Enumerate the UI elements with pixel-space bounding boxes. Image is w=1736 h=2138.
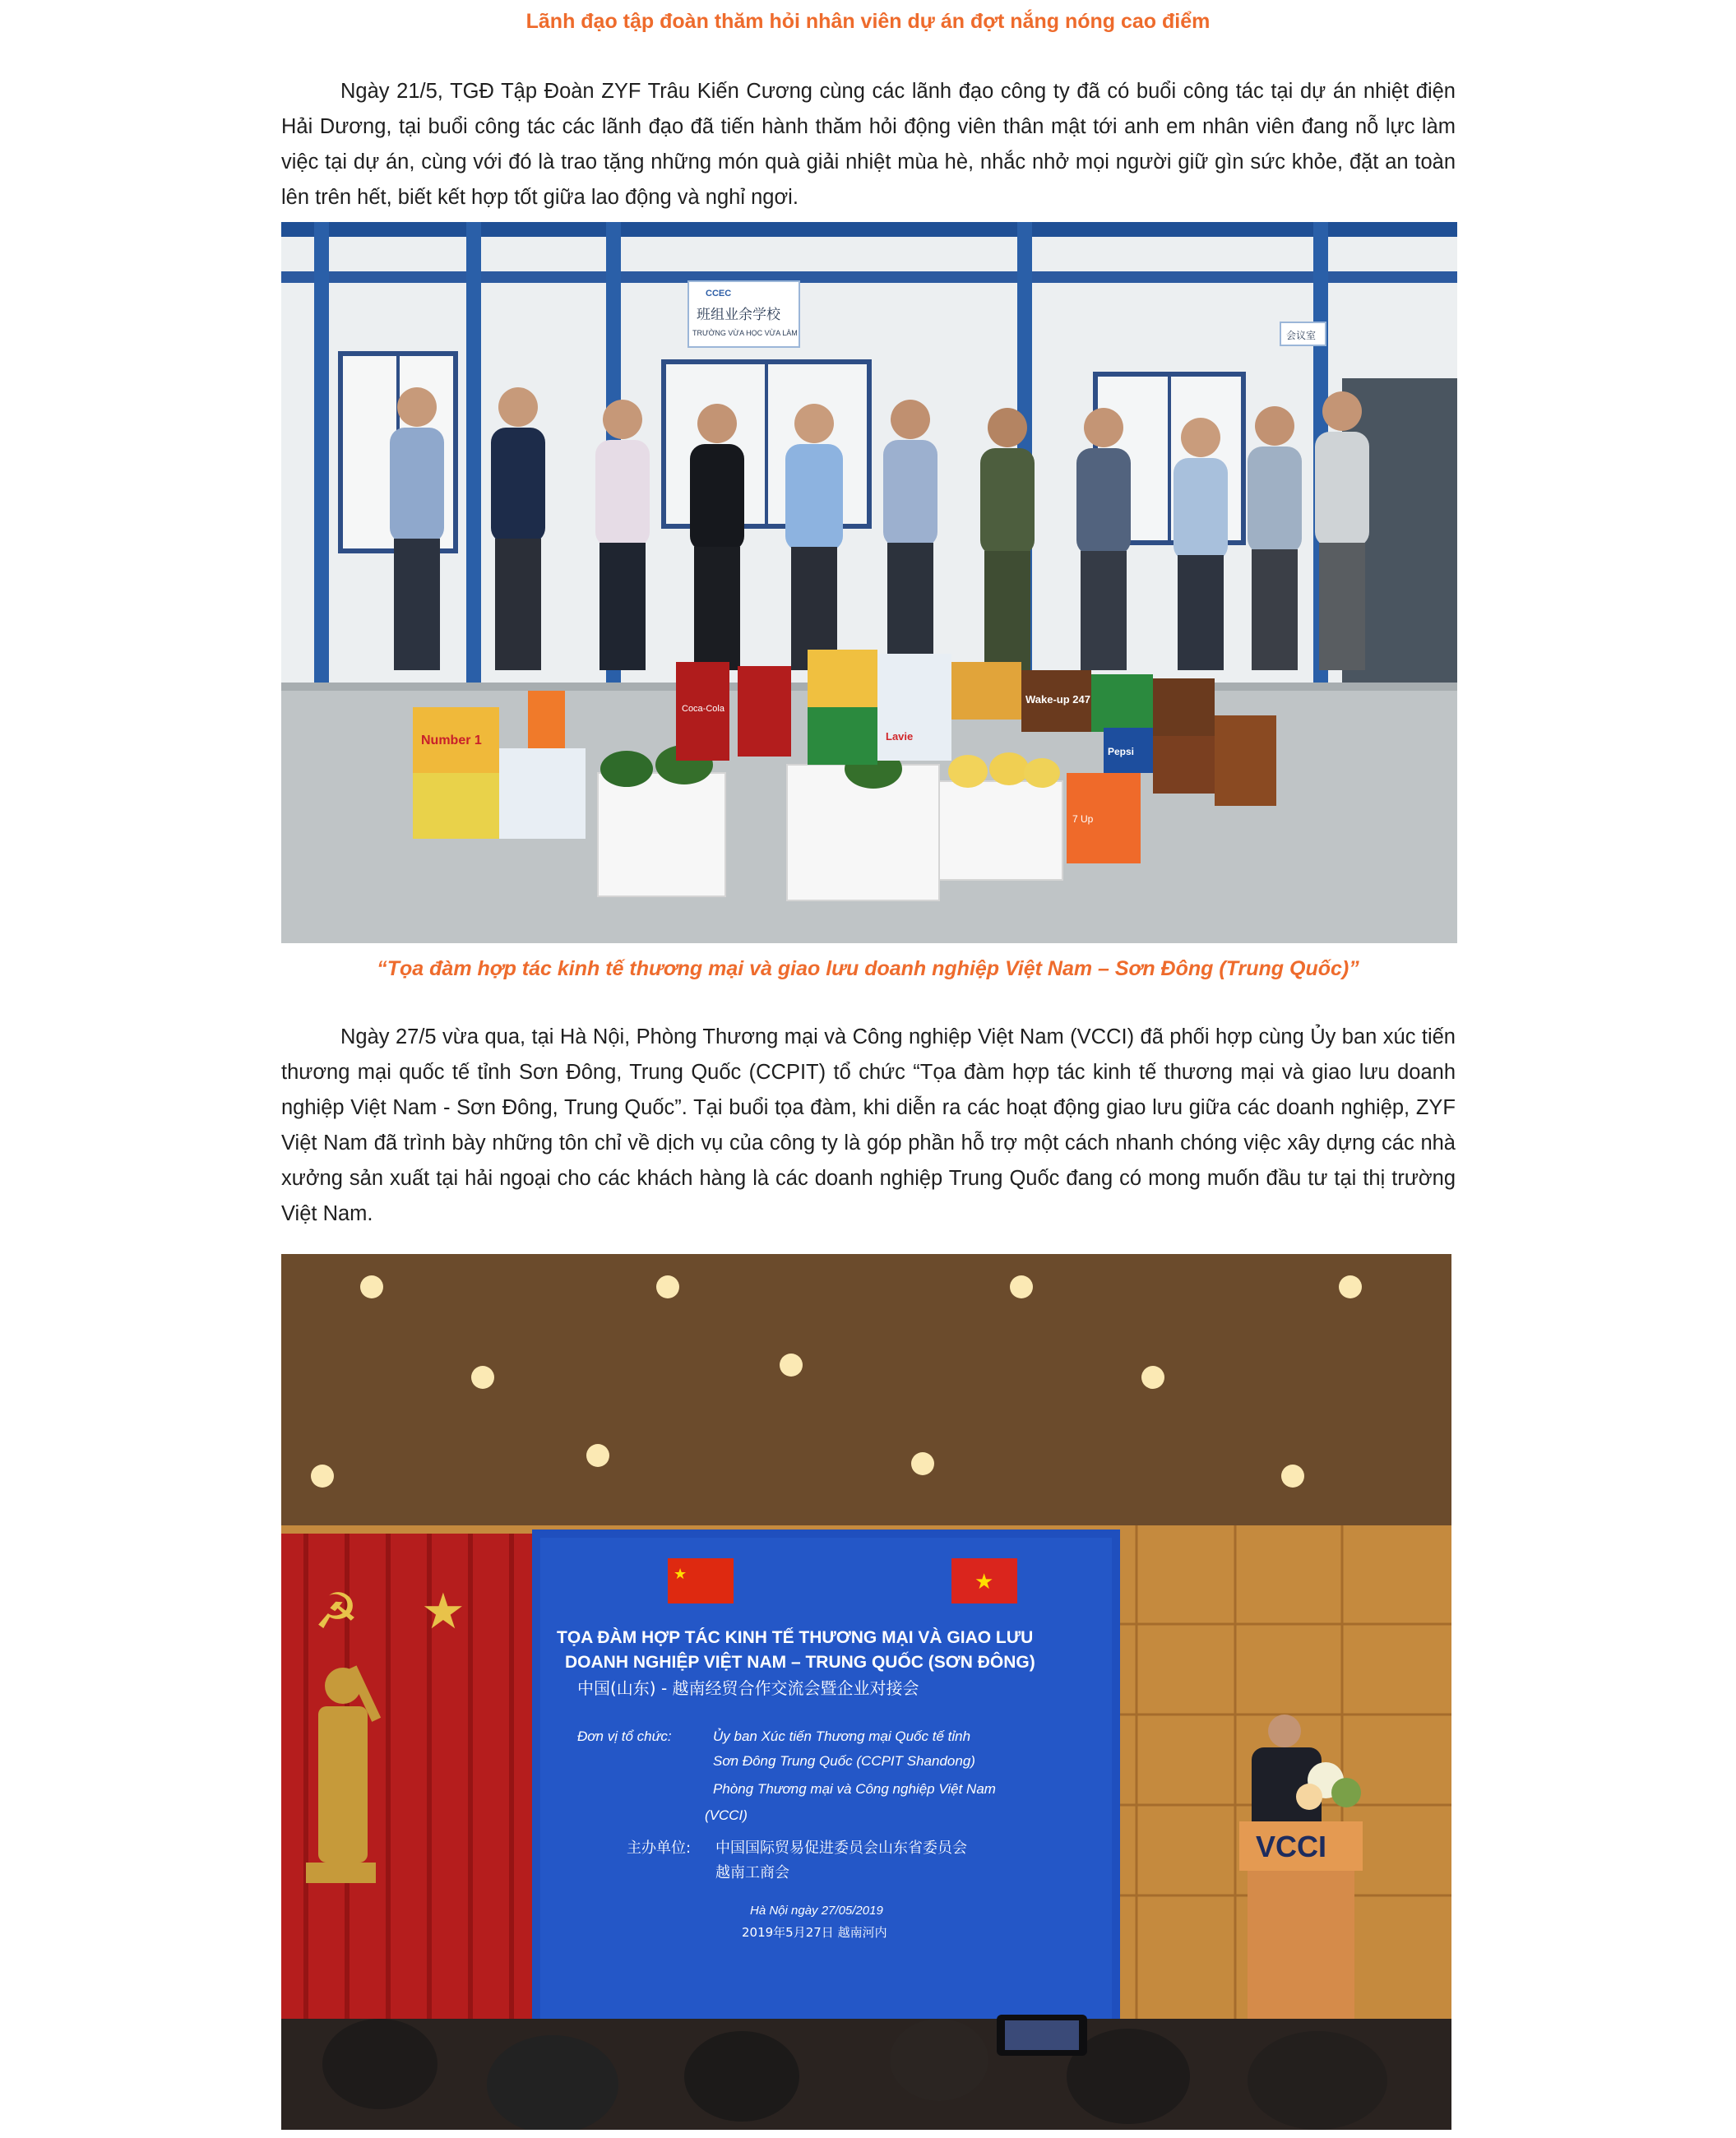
section2-heading: “Tọa đàm hợp tác kinh tế thương mại và giao lưu doanh nghiệp Việt Nam – Sơn Đông (Trung Quốc)” <box>377 957 1359 980</box>
audience <box>281 2015 1451 2130</box>
conference-photo <box>281 1254 1451 2130</box>
banner-title-cn: 中国(山东) - 越南经贸合作交流会暨企业对接会 <box>577 1678 919 1698</box>
svg-text:★: ★ <box>674 1566 687 1583</box>
star-icon: ★ <box>421 1583 465 1641</box>
door-sign-text: 会议室 <box>1286 330 1317 341</box>
banner-date-vn: Hà Nội ngày 27/05/2019 <box>750 1904 883 1918</box>
banner-organizer-cn-label: 主办单位: <box>627 1840 692 1857</box>
podium-logo-text: VCCI <box>1256 1830 1327 1863</box>
banner-organizer-cn-2: 越南工商会 <box>715 1864 789 1881</box>
section1-paragraph: Ngày 21/5, TGĐ Tập Đoàn ZYF Trâu Kiến Cương cùng các lãnh đạo công ty đã có buổi công tác tại dự án nhiệt điện Hải Dương, tại buổi công tác các lãnh đạo đã tiến hành thăm hỏi động viên thân mật tới anh em nhân viên đang nỗ lực làm việc tại dự án, cùng với đó là trao tặng những món quà giải nhiệt mùa hè, nhắc nhở mọi người giữ gìn sức khỏe, đặt an toàn lên trên hết, biết kết hợp tốt giữa lao động và nghỉ ngơi. <box>281 80 1456 209</box>
banner-organizer-2b: (VCCI) <box>705 1807 748 1823</box>
box-label-wakeup: Wake-up 247 <box>1025 693 1090 706</box>
svg-text:★: ★ <box>974 1570 994 1594</box>
banner-organizer-1a: Ủy ban Xúc tiến Thương mại Quốc tế tỉnh <box>713 1728 971 1744</box>
banner-organizer-cn-1: 中国国际贸易促进委员会山东省委员会 <box>715 1840 967 1857</box>
section1-heading: Lãnh đạo tập đoàn thăm hỏi nhân viên dự án đợt nắng nóng cao điểm <box>525 10 1211 33</box>
box-label-number1: Number 1 <box>421 733 482 747</box>
section2-paragraph: Ngày 27/5 vừa qua, tại Hà Nội, Phòng Thương mại và Công nghiệp Việt Nam (VCCI) đã phối hợp cùng Ủy ban xúc tiến thương mại quốc tế tỉnh Sơn Đông, Trung Quốc (CCPIT) tổ chức “Tọa đàm hợp tác kinh tế thương mại và giao lưu doanh nghiệp Việt Nam - Sơn Đông, Trung Quốc”. Tại buổi tọa đàm, khi diễn ra các hoạt động giao lưu giữa các doanh nghiệp, ZYF Việt Nam đã trình bày những tôn chỉ về dịch vụ của công ty là góp phần hỗ trợ một cách nhanh chóng việc xây dựng các nhà xưởng sản xuất tại hải ngoại cho các khách hàng là các doanh nghiệp Trung Quốc đang có mong muốn đầu tư tại thị trường Việt Nam. <box>281 1025 1456 1225</box>
sign-logo-text: CCEC <box>706 289 732 298</box>
banner-title-line1: TỌA ĐÀM HỢP TÁC KINH TẾ THƯƠNG MẠI VÀ GIAO LƯU <box>557 1628 1034 1647</box>
banner-organizer-label: Đơn vị tổ chức: <box>577 1728 672 1744</box>
hammer-sickle-icon: ☭ <box>314 1583 359 1641</box>
banner-organizer-2: Phòng Thương mại và Công nghiệp Việt Nam <box>713 1781 996 1797</box>
banner-title-line2: DOANH NGHIỆP VIỆT NAM – TRUNG QUỐC (SƠN ĐÔNG) <box>565 1653 1035 1672</box>
banner-organizer-1b: Sơn Đông Trung Quốc (CCPIT Shandong) <box>713 1753 975 1769</box>
sign-vn-text: TRƯỜNG VỪA HỌC VỪA LÀM <box>692 329 798 337</box>
site-visit-photo <box>281 222 1457 943</box>
sign-cn-text: 班组业余学校 <box>697 307 780 323</box>
box-label-7up: 7 Up <box>1072 813 1094 825</box>
box-label-lavie: Lavie <box>886 730 914 743</box>
box-label-pepsi: Pepsi <box>1108 746 1135 757</box>
box-label-coca: Coca-Cola <box>682 704 724 714</box>
banner-date-cn: 2019年5月27日 越南河内 <box>742 1925 887 1940</box>
